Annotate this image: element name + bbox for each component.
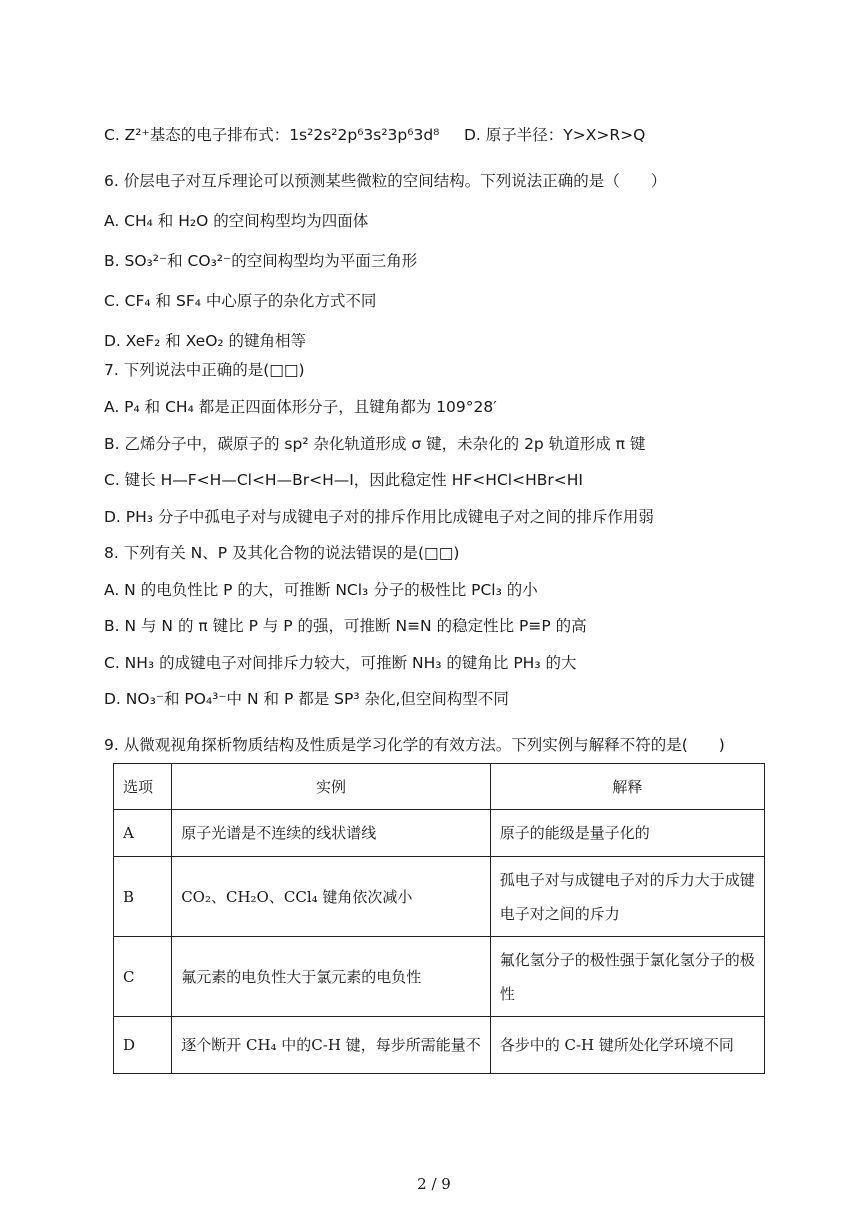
table-cell: 孤电子对与成键电子对的斥力大于成键电子对之间的斥力 <box>490 857 764 937</box>
table-header-cell: 解释 <box>490 764 764 810</box>
q5-option-d: D. 原子半径：Y>X>R>Q <box>464 126 646 144</box>
q6-option-d: D. XeF₂ 和 XeO₂ 的键角相等 <box>104 332 307 350</box>
q6-option-a: A. CH₄ 和 H₂O 的空间构型均为四面体 <box>104 212 369 230</box>
q7-option-a: A. P₄ 和 CH₄ 都是正四面体形分子，且键角都为 109°28′ <box>104 398 497 416</box>
q9-options-table <box>113 763 765 1074</box>
table-cell: A <box>114 810 172 857</box>
table-row <box>114 810 765 857</box>
q9-stem: 9. 从微观视角探析物质结构及性质是学习化学的有效方法。下列实例与解释不符的是( ) <box>104 736 725 754</box>
table-cell: 氟化氢分子的极性强于氯化氢分子的极性 <box>490 937 764 1017</box>
q8-option-a: A. N 的电负性比 P 的大，可推断 NCl₃ 分子的极性比 PCl₃ 的小 <box>104 581 538 599</box>
q5-options-row <box>104 124 645 146</box>
q7-option-d: D. PH₃ 分子中孤电子对与成键电子对的排斥作用比成键电子对之间的排斥作用弱 <box>104 508 654 526</box>
q7-option-b: B. 乙烯分子中，碳原子的 sp² 杂化轨道形成 σ 键，未杂化的 2p 轨道形成 π 键 <box>104 435 646 453</box>
q8-option-c: C. NH₃ 的成键电子对间排斥力较大，可推断 NH₃ 的键角比 PH₃ 的大 <box>104 654 577 672</box>
table-cell: 各步中的 C-H 键所处化学环境不同 <box>490 1017 764 1074</box>
table-header-cell: 选项 <box>114 764 172 810</box>
table-cell: 氟元素的电负性大于氯元素的电负性 <box>172 937 491 1017</box>
table-row <box>114 937 765 1017</box>
table-cell: 逐个断开 CH₄ 中的C-H 键，每步所需能量不 <box>172 1017 491 1074</box>
table-cell: B <box>114 857 172 937</box>
page-number: 2 / 9 <box>417 1175 451 1193</box>
table-cell: 原子的能级是量子化的 <box>490 810 764 857</box>
table-header-cell: 实例 <box>172 764 491 810</box>
table-row <box>114 1017 765 1074</box>
table-cell: D <box>114 1017 172 1074</box>
q8-option-b: B. N 与 N 的 π 键比 P 与 P 的强，可推断 N≡N 的稳定性比 P≡P 的高 <box>104 617 587 635</box>
q7-option-c: C. 键长 H—F<H—Cl<H—Br<H—I，因此稳定性 HF<HCl<HBr<HI <box>104 471 583 489</box>
table-cell: C <box>114 937 172 1017</box>
table-cell: CO₂、CH₂O、CCl₄ 键角依次减小 <box>172 857 491 937</box>
q6-stem: 6. 价层电子对互斥理论可以预测某些微粒的空间结构。下列说法正确的是（ ） <box>104 172 667 190</box>
q7-stem: 7. 下列说法中正确的是(□□) <box>104 361 305 379</box>
table-cell: 原子光谱是不连续的线状谱线 <box>172 810 491 857</box>
q6-option-b: B. SO₃²⁻和 CO₃²⁻的空间构型均为平面三角形 <box>104 252 418 270</box>
q6-option-c: C. CF₄ 和 SF₄ 中心原子的杂化方式不同 <box>104 292 377 310</box>
q8-option-d: D. NO₃⁻和 PO₄³⁻中 N 和 P 都是 SP³ 杂化,但空间构型不同 <box>104 690 509 708</box>
table-row <box>114 857 765 937</box>
table-header-row <box>114 764 765 810</box>
q5-option-c: C. Z²⁺基态的电子排布式：1s²2s²2p⁶3s²3p⁶3d⁸ <box>104 126 440 144</box>
q8-stem: 8. 下列有关 N、P 及其化合物的说法错误的是(□□) <box>104 544 460 562</box>
